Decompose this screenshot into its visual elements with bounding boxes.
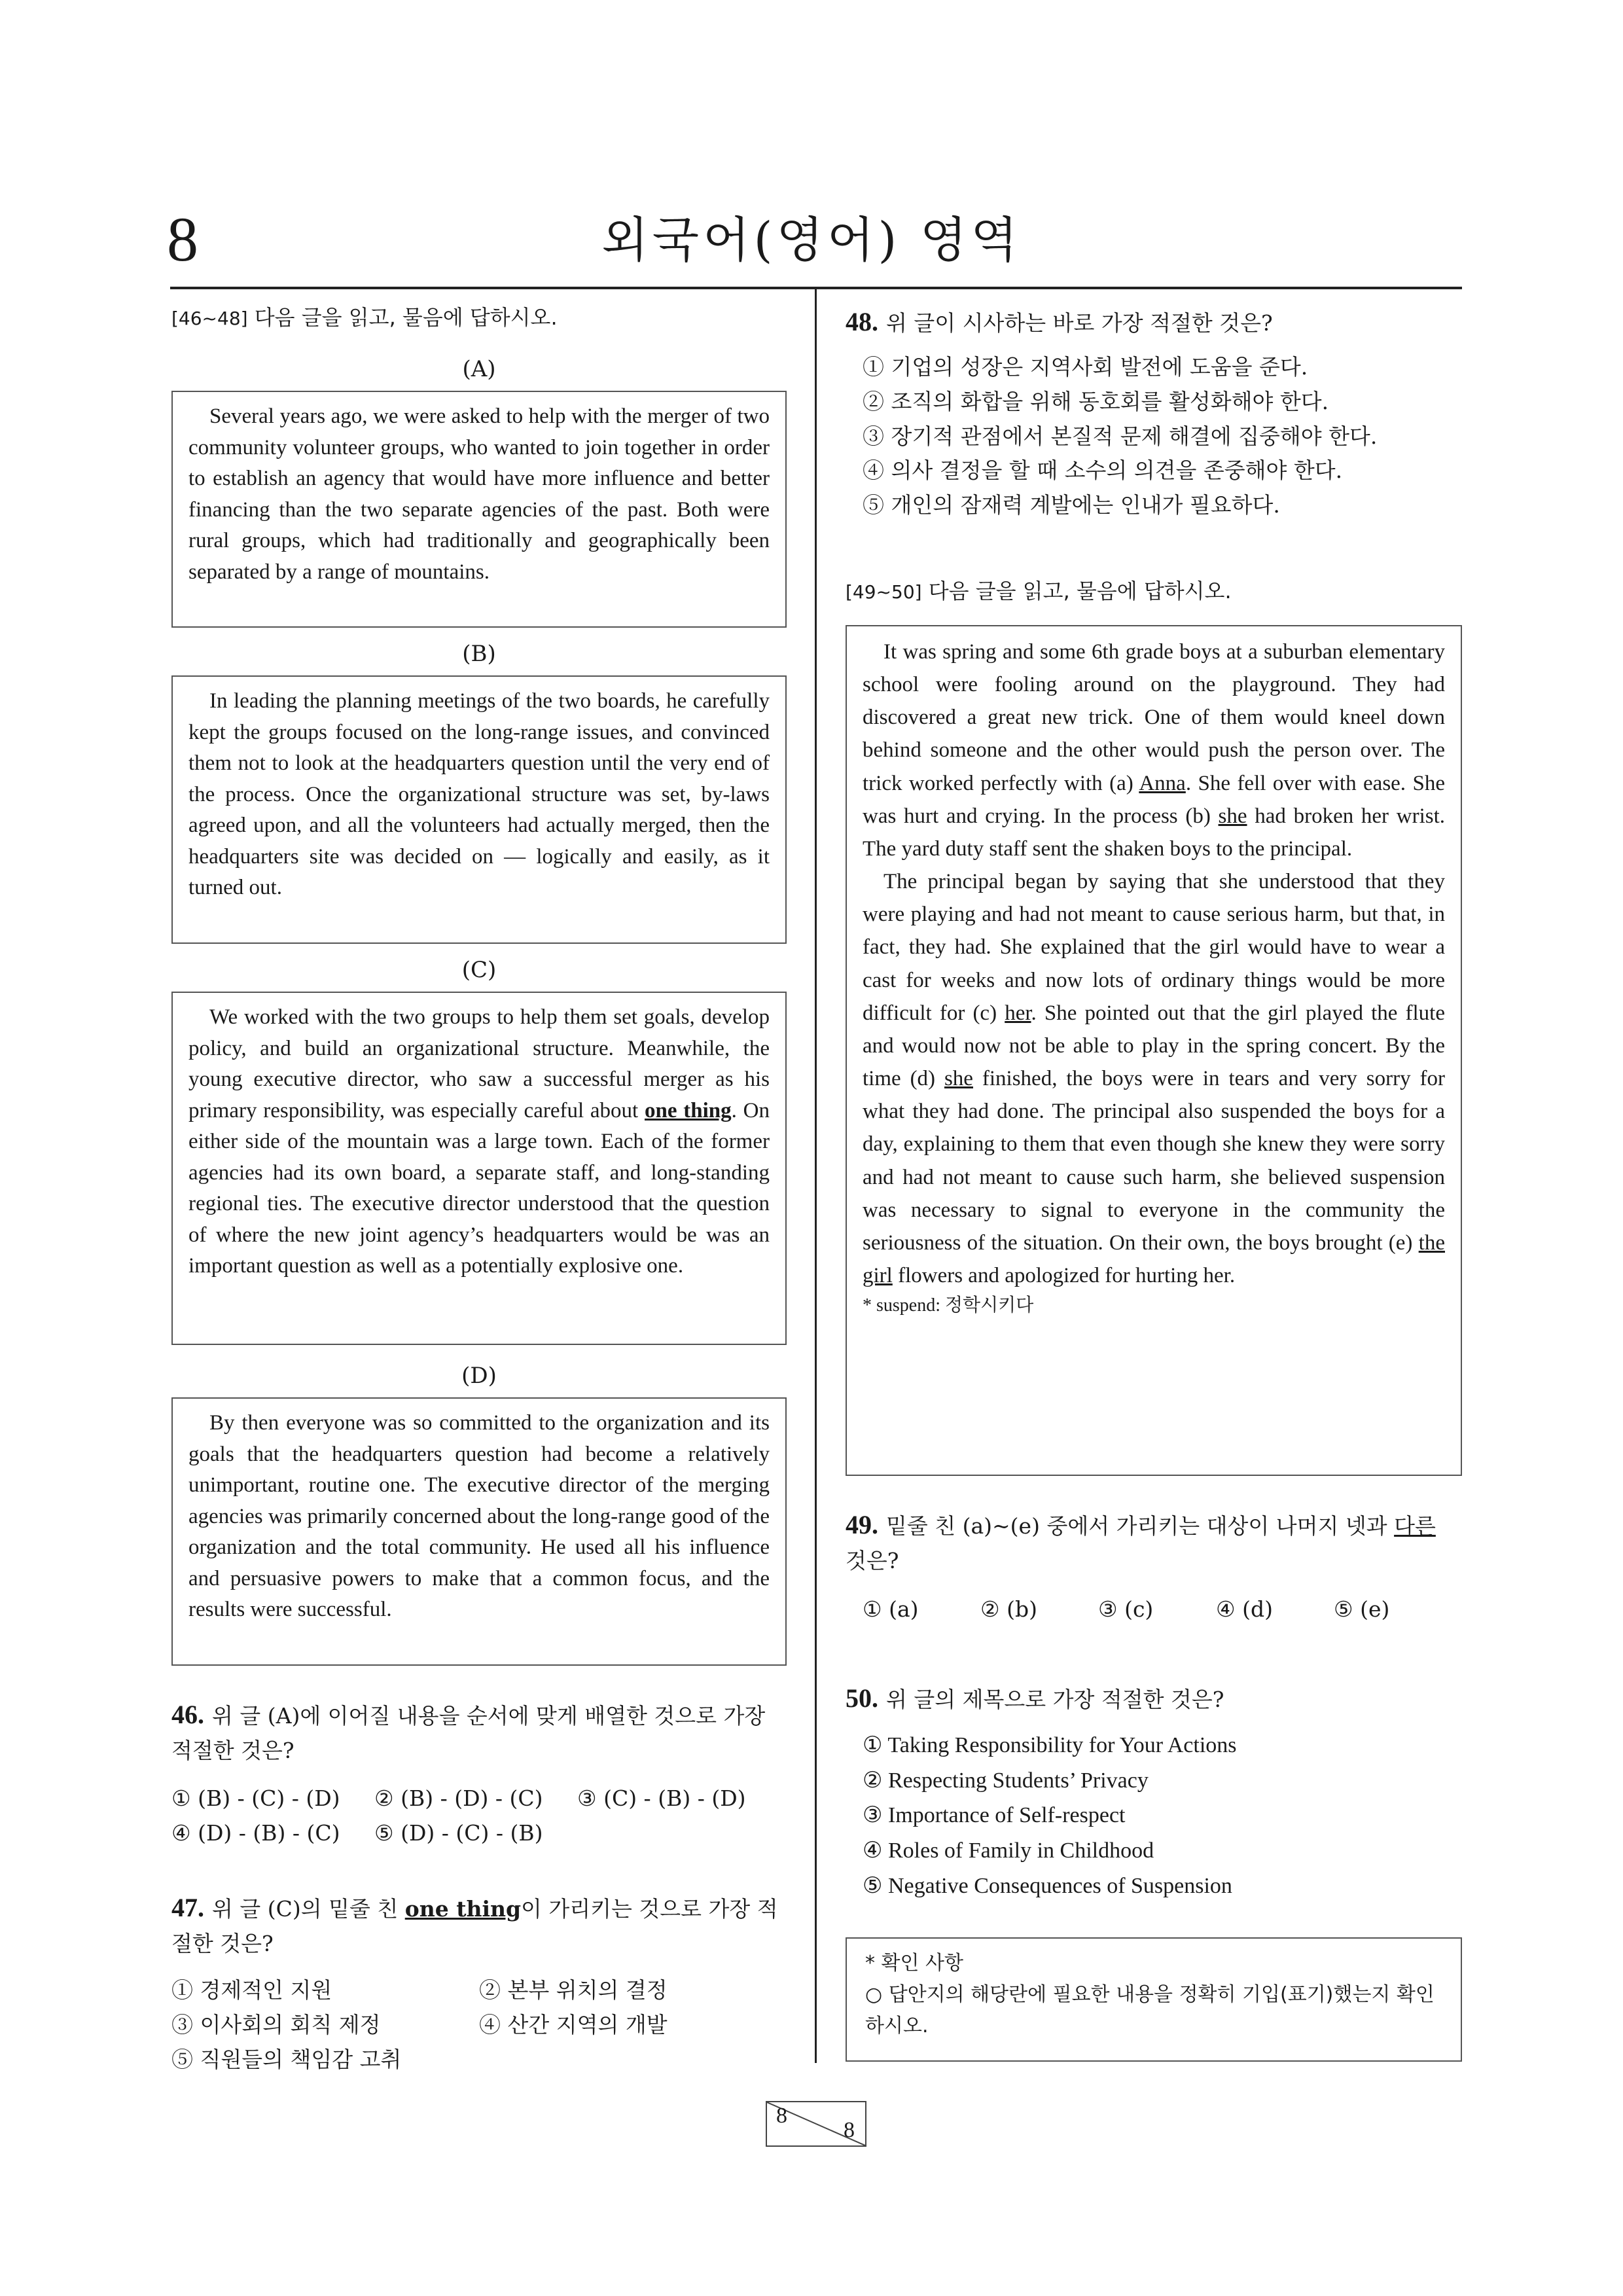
q47-option-1[interactable]: ① 경제적인 지원 <box>171 1977 332 2003</box>
question-46-stem: 위 글 (A)에 이어질 내용을 순서에 맞게 배열한 것으로 가장 적절한 것은? <box>171 1703 766 1763</box>
question-46 <box>171 1695 787 1767</box>
footer-page: 8 <box>776 2104 787 2128</box>
question-46-options <box>171 1782 787 1851</box>
question-47-underlined: one thing <box>404 1896 522 1922</box>
passage-d-text: By then everyone was so committed to the organization and its goals that the headquarters question had become a relatively unimportant, routine one. The executive director of the merging agencies was primarily concerned about the long-range good of the organization and the total community. He used all his influence and persuasive powers to make that a common focus, and the results were successful. <box>188 1411 770 1622</box>
question-49-underlined: 다른 <box>1394 1513 1436 1539</box>
q46-option-1[interactable]: ① (B) - (C) - (D) <box>171 1785 340 1811</box>
q50-option-5[interactable]: ⑤ Negative Consequences of Suspension <box>863 1873 1232 1898</box>
p2-part-a: The principal began by saying that she understood that they were playing and had not meant to cause serious harm, but that, in fact, they had. She explained that the girl would have to wear a cast for weeks and now lots of ordinary things would be more difficult for (c) <box>863 870 1445 1025</box>
q49-option-4[interactable]: ④ (d) <box>1216 1596 1273 1622</box>
q47-option-4[interactable]: ④ 산간 지역의 개발 <box>479 2011 668 2037</box>
q47-option-5[interactable]: ⑤ 직원들의 책임감 고취 <box>171 2046 402 2072</box>
question-49-stem-after: 것은? <box>846 1548 899 1573</box>
q50-option-2[interactable]: ② Respecting Students’ Privacy <box>863 1768 1149 1793</box>
passage-c-box <box>171 992 787 1345</box>
q49-option-1[interactable]: ① (a) <box>863 1596 919 1622</box>
question-48 <box>846 302 1462 342</box>
passage-b-label: (B) <box>462 641 496 667</box>
underline-d-she: she <box>944 1067 973 1091</box>
q48-option-4[interactable]: ④ 의사 결정을 할 때 소수의 의견을 존중해야 한다. <box>863 457 1343 484</box>
notice-box <box>846 1937 1462 2062</box>
question-47-options <box>171 1973 787 2077</box>
notice-heading: * 확인 사항 <box>865 1952 963 1975</box>
passage-a-box <box>171 391 787 628</box>
passage-d-label: (D) <box>461 1363 497 1389</box>
passage-c-text-before: We worked with the two groups to help them set goals, develop policy, and build an organizational structure. Meanwhile, the young executive director, who saw a successful merger as his primary responsibility, was especially careful about <box>188 1005 770 1122</box>
q47-option-3[interactable]: ③ 이사회의 회칙 제정 <box>171 2011 381 2037</box>
footer-total: 8 <box>844 2118 855 2142</box>
passage-c-text <box>188 1002 770 1282</box>
q49-option-2[interactable]: ② (b) <box>980 1596 1037 1622</box>
q46-option-4[interactable]: ④ (D) - (B) - (C) <box>171 1820 340 1846</box>
directions-49-50-text: 다음 글을 읽고, 물음에 답하시오. <box>928 579 1232 603</box>
question-50-options <box>863 1728 1237 1904</box>
passage-a-label: (A) <box>462 356 496 382</box>
q48-option-1[interactable]: ① 기업의 성장은 지역사회 발전에 도움을 준다. <box>863 354 1308 380</box>
question-47 <box>171 1888 787 1960</box>
question-46-number: 46. <box>171 1700 204 1729</box>
p2-part-d: flowers and apologized for hurting her. <box>892 1263 1236 1287</box>
underline-b-she: she <box>1218 804 1247 828</box>
p2-part-b: . She pointed out that the girl played the flute and would now not be able to play in the spring concert. By the time (d) <box>863 1001 1445 1091</box>
footer-page-box <box>766 2101 866 2147</box>
question-47-stem-after: 이 가리키는 것으로 가장 적절한 것은? <box>171 1896 778 1956</box>
directions-49-50 <box>846 575 1462 605</box>
notice-text: ○ 답안지의 해당란에 필요한 내용을 정확히 기입(표기)했는지 확인하시오. <box>865 1983 1435 2037</box>
underline-c-her: her <box>1005 1001 1031 1025</box>
q46-option-5[interactable]: ⑤ (D) - (C) - (B) <box>374 1820 543 1846</box>
passage-b-text: In leading the planning meetings of the two boards, he carefully kept the groups focused on the long-range issues, and convinced them not to look at the headquarters question until the very end of the process. Once the organizational structure was set, by-laws agreed upon, and all the volunteers had actually merged, then the headquarters site was decided on — logically and easily, as it turned out. <box>188 689 770 900</box>
question-49-number: 49. <box>846 1510 878 1539</box>
q46-option-2[interactable]: ② (B) - (D) - (C) <box>374 1785 543 1811</box>
p2-part-c: finished, the boys were in tears and very sorry for what they had done. The principal also suspended the boys for a day, explaining to them that even though she knew they were sorry and had not meant to cause such harm, she believed suspension was necessary to signal to everyone in the community the seriousness of the situation. On their own, the boys brought (e) <box>863 1067 1445 1255</box>
passage-a-text: Several years ago, we were asked to help with the merger of two community volunteer groups, who wanted to join together in order to establish an agency that would have more influence and better financing than the two separate agencies of the past. Both were rural groups, which had traditionally and geographically been separated by a range of mountains. <box>188 404 770 584</box>
one-thing-underline: one thing <box>645 1098 732 1122</box>
question-49-stem-before: 밑줄 친 (a)~(e) 중에서 가리키는 대상이 나머지 넷과 <box>886 1513 1395 1539</box>
question-50-stem: 위 글의 제목으로 가장 적절한 것은? <box>886 1687 1224 1712</box>
q50-option-4[interactable]: ④ Roles of Family in Childhood <box>863 1839 1154 1863</box>
directions-range: [46~48] <box>171 308 248 329</box>
q50-option-1[interactable]: ① Taking Responsibility for Your Actions <box>863 1733 1237 1757</box>
directions-text: 다음 글을 읽고, 물음에 답하시오. <box>254 305 558 330</box>
column-divider <box>815 289 817 2063</box>
question-50 <box>846 1679 1462 1718</box>
passage-49-50-p2 <box>863 865 1445 1292</box>
question-50-number: 50. <box>846 1683 878 1713</box>
q46-option-3[interactable]: ③ (C) - (B) - (D) <box>577 1785 746 1811</box>
passage-49-50-p1 <box>863 636 1445 865</box>
question-47-number: 47. <box>171 1893 204 1922</box>
passage-b-box <box>171 675 787 944</box>
question-49 <box>846 1505 1462 1577</box>
question-49-options <box>863 1592 1452 1627</box>
question-48-options <box>863 350 1479 523</box>
passage-c-text-after: . On either side of the mountain was a large town. Each of the former agencies had its own board, a separate staff, and long-standing regional ties. The executive director understood that the question of where the new joint agency’s headquarters would be was an important question as well as a potentially explosive one. <box>188 1098 770 1278</box>
q48-option-3[interactable]: ③ 장기적 관점에서 본질적 문제 해결에 집중해야 한다. <box>863 423 1378 449</box>
section-title: 외국어(영어) 영역 <box>601 212 1022 268</box>
q48-option-5[interactable]: ⑤ 개인의 잠재력 계발에는 인내가 필요하다. <box>863 492 1280 518</box>
q48-option-2[interactable]: ② 조직의 화합을 위해 동호회를 활성화해야 한다. <box>863 388 1329 414</box>
p1-part-b: . She fell over with ease. She was hurt and crying. In the process (b) <box>863 771 1445 828</box>
underline-a-anna: Anna <box>1139 771 1186 795</box>
underline-e-the-girl: the girl <box>863 1230 1445 1287</box>
footnote-suspend: * suspend: 정학시키다 <box>863 1295 1034 1316</box>
passage-d-box <box>171 1397 787 1666</box>
p1-part-a: It was spring and some 6th grade boys at a suburban elementary school were fooling around on the playground. They had discovered a great new trick. One of them would kneel down behind someone and the other would push the person over. The trick worked perfectly with (a) <box>863 640 1445 795</box>
directions-49-50-range: [49~50] <box>846 581 922 603</box>
q49-option-3[interactable]: ③ (c) <box>1098 1596 1154 1622</box>
question-48-stem: 위 글이 시사하는 바로 가장 적절한 것은? <box>886 310 1273 336</box>
passage-49-50-box <box>846 625 1462 1476</box>
passage-c-label: (C) <box>461 957 497 983</box>
q47-option-2[interactable]: ② 본부 위치의 결정 <box>479 1977 668 2003</box>
page-number: 8 <box>167 204 198 274</box>
q50-option-3[interactable]: ③ Importance of Self-respect <box>863 1803 1126 1828</box>
q49-option-5[interactable]: ⑤ (e) <box>1334 1596 1390 1622</box>
question-48-number: 48. <box>846 307 878 336</box>
question-47-stem-before: 위 글 (C)의 밑줄 친 <box>212 1896 405 1922</box>
directions-46-48 <box>171 302 787 332</box>
p1-part-c: had broken her wrist. The yard duty staff sent the shaken boys to the principal. <box>863 804 1445 861</box>
